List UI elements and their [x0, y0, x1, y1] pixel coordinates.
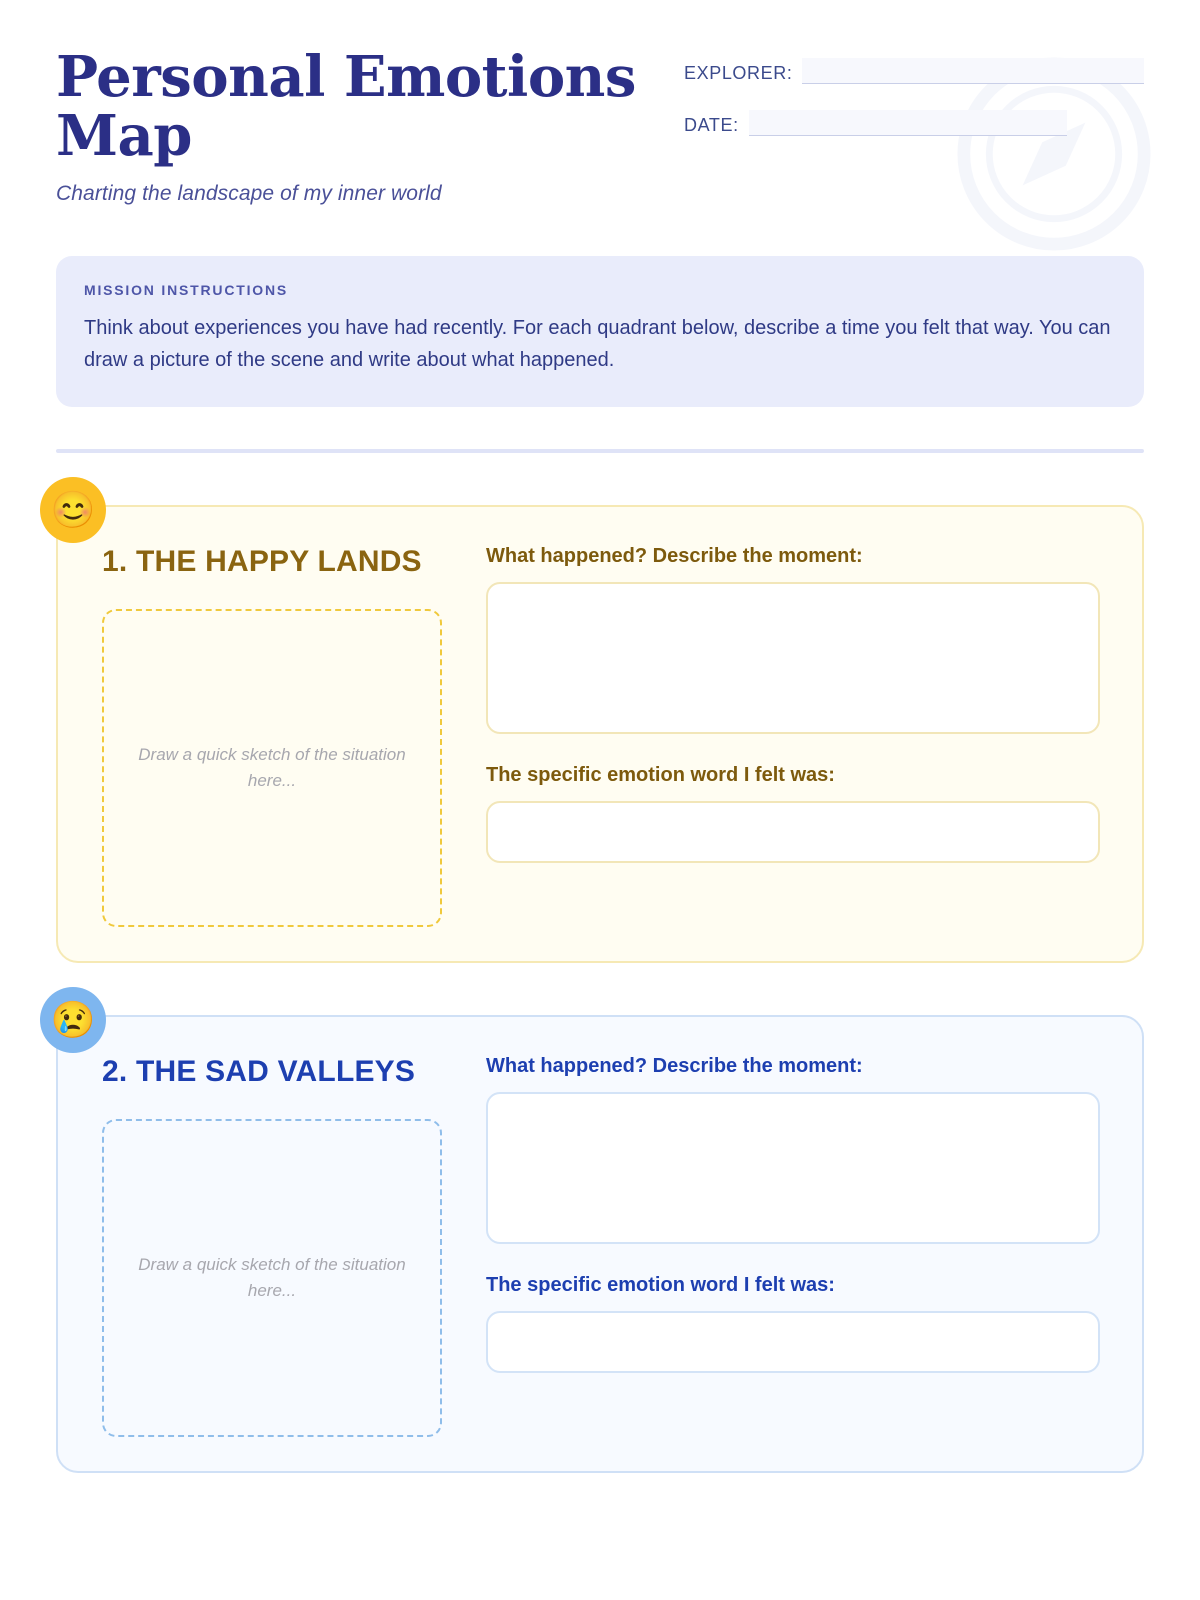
describe-label: What happened? Describe the moment: — [486, 544, 863, 567]
explorer-label: EXPLORER: — [684, 63, 793, 83]
sketch-hint: Draw a quick sketch of the situation here... — [138, 1255, 406, 1300]
describe-input[interactable] — [486, 1092, 1100, 1244]
emotion-word-input[interactable] — [486, 801, 1100, 863]
page-header — [56, 44, 1144, 238]
emotion-word-label: The specific emotion word I felt was: — [486, 763, 835, 786]
date-label: DATE: — [684, 115, 739, 135]
instructions-body: Think about experiences you have had recently. For each quadrant below, describe a time you felt that way. You can draw a picture of the scene and write about what happened. — [84, 317, 1111, 372]
emotion-word-label: The specific emotion word I felt was: — [486, 1273, 835, 1296]
sketch-area[interactable] — [102, 609, 442, 927]
smiling-face-emoji: 😊 — [40, 477, 106, 543]
quadrant-card — [56, 505, 1144, 963]
emotion-word-input[interactable] — [486, 1311, 1100, 1373]
section-divider — [56, 449, 1144, 453]
quadrant-left-column — [102, 541, 442, 927]
quadrant-right-column — [486, 1051, 1100, 1437]
page-title: Personal Emotions Map — [56, 44, 636, 169]
date-row — [684, 110, 1144, 136]
title-block — [56, 44, 676, 206]
quadrant-card — [56, 1015, 1144, 1473]
quadrant-left-column — [102, 1051, 442, 1437]
page-subtitle: Charting the landscape of my inner world — [56, 181, 442, 205]
quadrant-title: 1. THE HAPPY LANDS — [102, 544, 422, 578]
quadrant-title: 2. THE SAD VALLEYS — [102, 1054, 416, 1088]
describe-label: What happened? Describe the moment: — [486, 1054, 863, 1077]
crying-face-emoji: 😢 — [40, 987, 106, 1053]
instructions-kicker: MISSION INSTRUCTIONS — [84, 282, 289, 298]
quadrant-sad — [50, 998, 1144, 1473]
sketch-hint: Draw a quick sketch of the situation here... — [138, 745, 406, 790]
quadrant-happy — [50, 488, 1144, 963]
describe-input[interactable] — [486, 582, 1100, 734]
sketch-area[interactable] — [102, 1119, 442, 1437]
quadrant-right-column — [486, 541, 1100, 927]
meta-block — [684, 48, 1144, 162]
explorer-input[interactable] — [802, 58, 1144, 84]
mission-instructions — [56, 256, 1144, 407]
date-input[interactable] — [749, 110, 1067, 136]
explorer-row — [684, 58, 1144, 84]
